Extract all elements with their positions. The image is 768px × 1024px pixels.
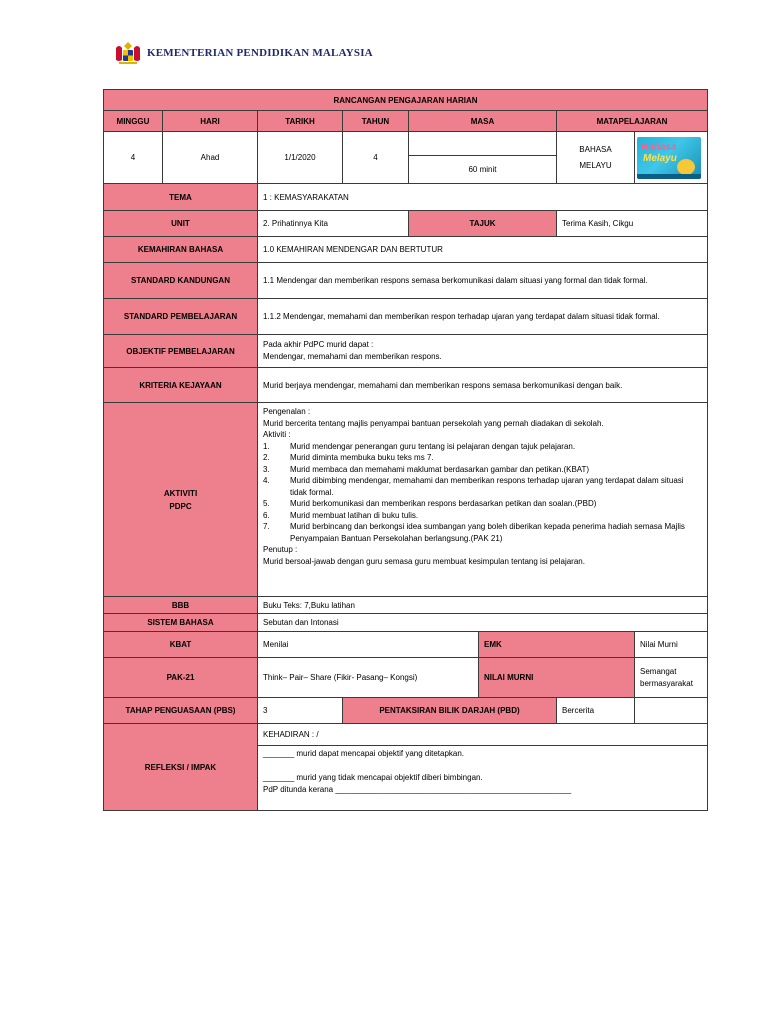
textbook-cover-title-2: Melayu [643,152,677,164]
list-item: 6. Murid membuat latihan di buku tulis. [263,510,419,520]
ministry-header [113,40,373,66]
list-item: 2. Murid diminta membuka buku teks ms 7. [263,453,434,462]
plan-title: RANCANGAN PENGAJARAN HARIAN [104,90,708,111]
tahap-label: TAHAP PENGUASAAN (PBS) [104,698,258,724]
sistem-bahasa-value: Sebutan dan Intonasi [258,614,708,632]
aktiviti-label-1: AKTIVITI [163,488,198,498]
masa-value: 60 minit [409,156,557,184]
kbat-value: Menilai [258,632,479,658]
bbb-value: Buku Teks: 7,Buku latihan [258,597,708,614]
bbb-label: BBB [104,597,258,614]
textbook-cover-title-1: Bahasa [641,141,677,153]
kriteria-label: KRITERIA KEJAYAAN [104,368,258,403]
nilai-murni-value: Semangat bermasyarakat [635,658,708,698]
tema-value: 1 : KEMASYARAKATAN [258,184,708,211]
coat-of-arms-icon [113,40,143,66]
objektif-value [258,335,708,368]
objektif-label: OBJEKTIF PEMBELAJARAN [104,335,258,368]
col-matapelajaran: MATAPELAJARAN [557,111,708,132]
pak21-label: PAK-21 [104,658,258,698]
col-tahun: TAHUN [343,111,409,132]
kehadiran-value: KEHADIRAN : / [258,724,708,746]
kemahiran-value: 1.0 KEMAHIRAN MENDENGAR DAN BERTUTUR [258,237,708,263]
tajuk-value: Terima Kasih, Cikgu [557,211,708,237]
tema-label: TEMA [104,184,258,211]
aktiviti-list-label: Aktiviti : [263,430,291,439]
unit-label: UNIT [104,211,258,237]
minggu-value: 4 [104,132,163,184]
pak21-value: Think– Pair– Share (Fikir- Pasang– Kongsi) [258,658,479,698]
pengenalan-text: Murid bercerita tentang majlis penyampai bantuan persekolah yang pernah diadakan di sekolah. [263,418,604,428]
empty-cell [635,698,708,724]
penutup-label: Penutup : [263,545,298,554]
lesson-plan-table [103,89,708,811]
subject-line-2: MELAYU [579,160,612,170]
emk-value: Nilai Murni [635,632,708,658]
refleksi-content [258,746,708,811]
refleksi-spacer [263,760,702,772]
pbd-label: PENTAKSIRAN BILIK DARJAH (PBD) [343,698,557,724]
standard-pembelajaran-value: 1.1.2 Mendengar, memahami dan memberikan respon terhadap ujaran yang terdapat dalam situasi tidak formal. [258,299,708,335]
list-item: 1. Murid mendengar penerangan guru tentang isi pelajaran dengan tajuk pelajaran. [263,441,576,451]
refleksi-line-3: PdP ditunda kerana _____________________________________________________ [263,785,572,794]
refleksi-line-2: _______ murid yang tidak mencapai objektif diberi bimbingan. [263,773,483,782]
emk-label: EMK [479,632,635,658]
objektif-line-2: Mendengar, memahami dan memberikan respons. [263,352,442,361]
list-item: 4. Murid dibimbing mendengar, memahami dan memberikan respons terhadap ujaran yang terdapat dalam situasi tidak formal. [263,476,684,497]
masa-top-cell [409,132,557,156]
textbook-cover-image [637,137,701,179]
list-item: 3. Murid membaca dan memahami maklumat berdasarkan gambar dan petikan.(KBAT) [263,464,590,474]
aktiviti-label [104,403,258,597]
subject-line-1: BAHASA [579,144,612,154]
kemahiran-label: KEMAHIRAN BAHASA [104,237,258,263]
kbat-label: KBAT [104,632,258,658]
textbook-cover-cell [635,132,708,184]
aktiviti-label-2: PDPC [169,501,192,511]
kriteria-value: Murid berjaya mendengar, memahami dan memberikan respons semasa berkomunikasi dengan baik. [258,368,708,403]
list-item: 7. Murid berbincang dan berkongsi idea sumbangan yang boleh diberikan kepada penerima hadiah semasa Majlis Penyampaian Bantuan Persekolahan berlangsung.(PAK 21) [263,522,685,543]
objektif-line-1: Pada akhir PdPC murid dapat : [263,340,374,349]
col-masa: MASA [409,111,557,132]
tarikh-value: 1/1/2020 [258,132,343,184]
pbd-value: Bercerita [557,698,635,724]
col-hari: HARI [163,111,258,132]
pengenalan-label: Pengenalan : [263,407,311,416]
ministry-name: KEMENTERIAN PENDIDIKAN MALAYSIA [147,47,373,59]
tahap-value: 3 [258,698,343,724]
col-minggu: MINGGU [104,111,163,132]
textbook-cover-strip [637,174,701,179]
standard-kandungan-value: 1.1 Mendengar dan memberikan respons semasa berkomunikasi dalam situasi yang formal dan tidak formal. [258,263,708,299]
nilai-murni-label: NILAI MURNI [479,658,635,698]
textbook-cover-art [677,159,695,175]
tahun-value: 4 [343,132,409,184]
refleksi-label: REFLEKSI / IMPAK [104,724,258,811]
sistem-bahasa-label: SISTEM BAHASA [104,614,258,632]
col-tarikh: TARIKH [258,111,343,132]
refleksi-line-1: _______ murid dapat mencapai objektif yang ditetapkan. [263,749,465,758]
subject-value [557,132,635,184]
aktiviti-content [258,403,708,597]
unit-value: 2. Prihatinnya Kita [258,211,409,237]
penutup-text: Murid bersoal-jawab dengan guru semasa guru membuat kesimpulan tentang isi pelajaran. [263,556,585,566]
hari-value: Ahad [163,132,258,184]
standard-kandungan-label: STANDARD KANDUNGAN [104,263,258,299]
standard-pembelajaran-label: STANDARD PEMBELAJARAN [104,299,258,335]
tajuk-label: TAJUK [409,211,557,237]
list-item: 5. Murid berkomunikasi dan memberikan respons berdasarkan petikan dan soalan.(PBD) [263,499,597,508]
